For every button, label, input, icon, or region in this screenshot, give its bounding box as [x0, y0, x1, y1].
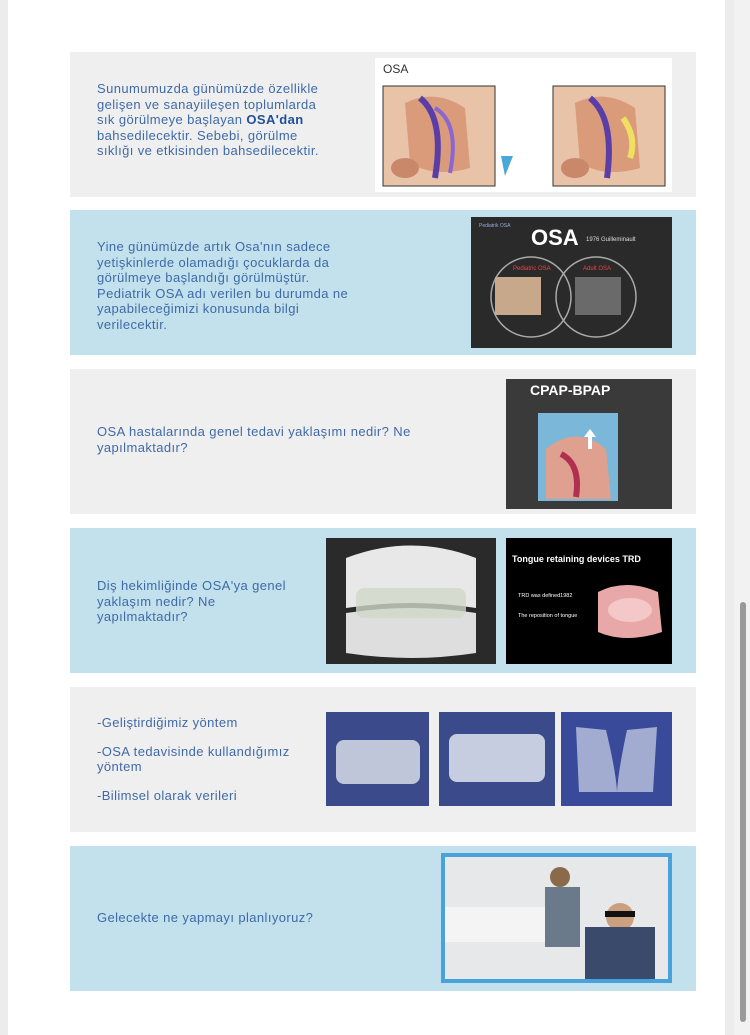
method-item-3: -Bilimsel olarak verileri	[97, 787, 238, 803]
card-dental-approach	[70, 528, 696, 673]
card-text: Gelecekte ne yapmayı planlıyoruz?	[97, 910, 314, 925]
image-corner-label: Pediatrik OSA	[479, 223, 511, 229]
image-title: OSA	[531, 225, 579, 250]
trd-image	[506, 538, 672, 664]
intro-text-end: bahsedilecektir. Sebebi, görülme sıklığı ve etkisinden bahsedilecektir.	[97, 127, 319, 158]
card-text: OSA hastalarında genel tedavi yaklaşımı nedir? Ne yapılmaktadır?	[97, 424, 411, 455]
osa-image-label: OSA	[383, 62, 409, 76]
dental-model-image	[326, 538, 496, 664]
card-pediatric-osa	[70, 210, 696, 355]
card-text: Yine günümüzde artık Osa'nın sadece yetişkinlerde olamadığı çocuklarda da görülmeye başlandığı görülmüştür. Pediatrik OSA adı verilen bu durumda ne yapabileceğimizi konusunda bilgi verilecektir.	[97, 239, 349, 332]
card-general-treatment	[70, 369, 696, 514]
pediatric-osa-image	[471, 217, 672, 348]
card-text	[97, 81, 332, 159]
cpap-bpap-image	[506, 379, 672, 509]
method-item-1: -Geliştirdiğimiz yöntem	[97, 715, 238, 730]
card-future-plans	[70, 846, 696, 991]
image-line-1: TRD was defined1982	[518, 593, 573, 599]
card-osa-intro	[70, 52, 696, 197]
method-item-2: -OSA tedavisinde kullandığımız yöntem	[97, 743, 290, 774]
image-title: CPAP-BPAP	[530, 382, 611, 398]
intro-text: Sunumumuzda günümüzde özellikle gelişen ve sanayiileşen toplumlarda sık görülmeye başlayan	[97, 81, 319, 127]
image-title: Tongue retaining devices TRD	[512, 554, 641, 564]
image-line-2: The reposition of tongue	[518, 613, 578, 619]
document-page	[8, 0, 725, 1035]
image-subtitle: 1976 Guilleminault	[586, 237, 636, 243]
left-circle-label: Pediatric OSA	[513, 266, 551, 272]
appliance-image-2	[439, 712, 555, 806]
card-text: Diş hekimliğinde OSA'ya genel yaklaşım nedir? Ne yapılmaktadır?	[97, 578, 286, 624]
right-circle-label: Adult OSA	[583, 266, 612, 272]
card-our-method	[70, 687, 696, 832]
card-text	[97, 715, 312, 803]
appliance-image-1	[326, 712, 429, 806]
scrollbar-track[interactable]	[734, 0, 750, 1035]
osa-airway-image	[375, 58, 672, 192]
clinic-photo	[441, 853, 672, 983]
scrollbar-thumb[interactable]	[740, 602, 746, 1022]
intro-bold-text: OSA'dan	[246, 112, 304, 127]
appliance-image-3	[561, 712, 672, 806]
